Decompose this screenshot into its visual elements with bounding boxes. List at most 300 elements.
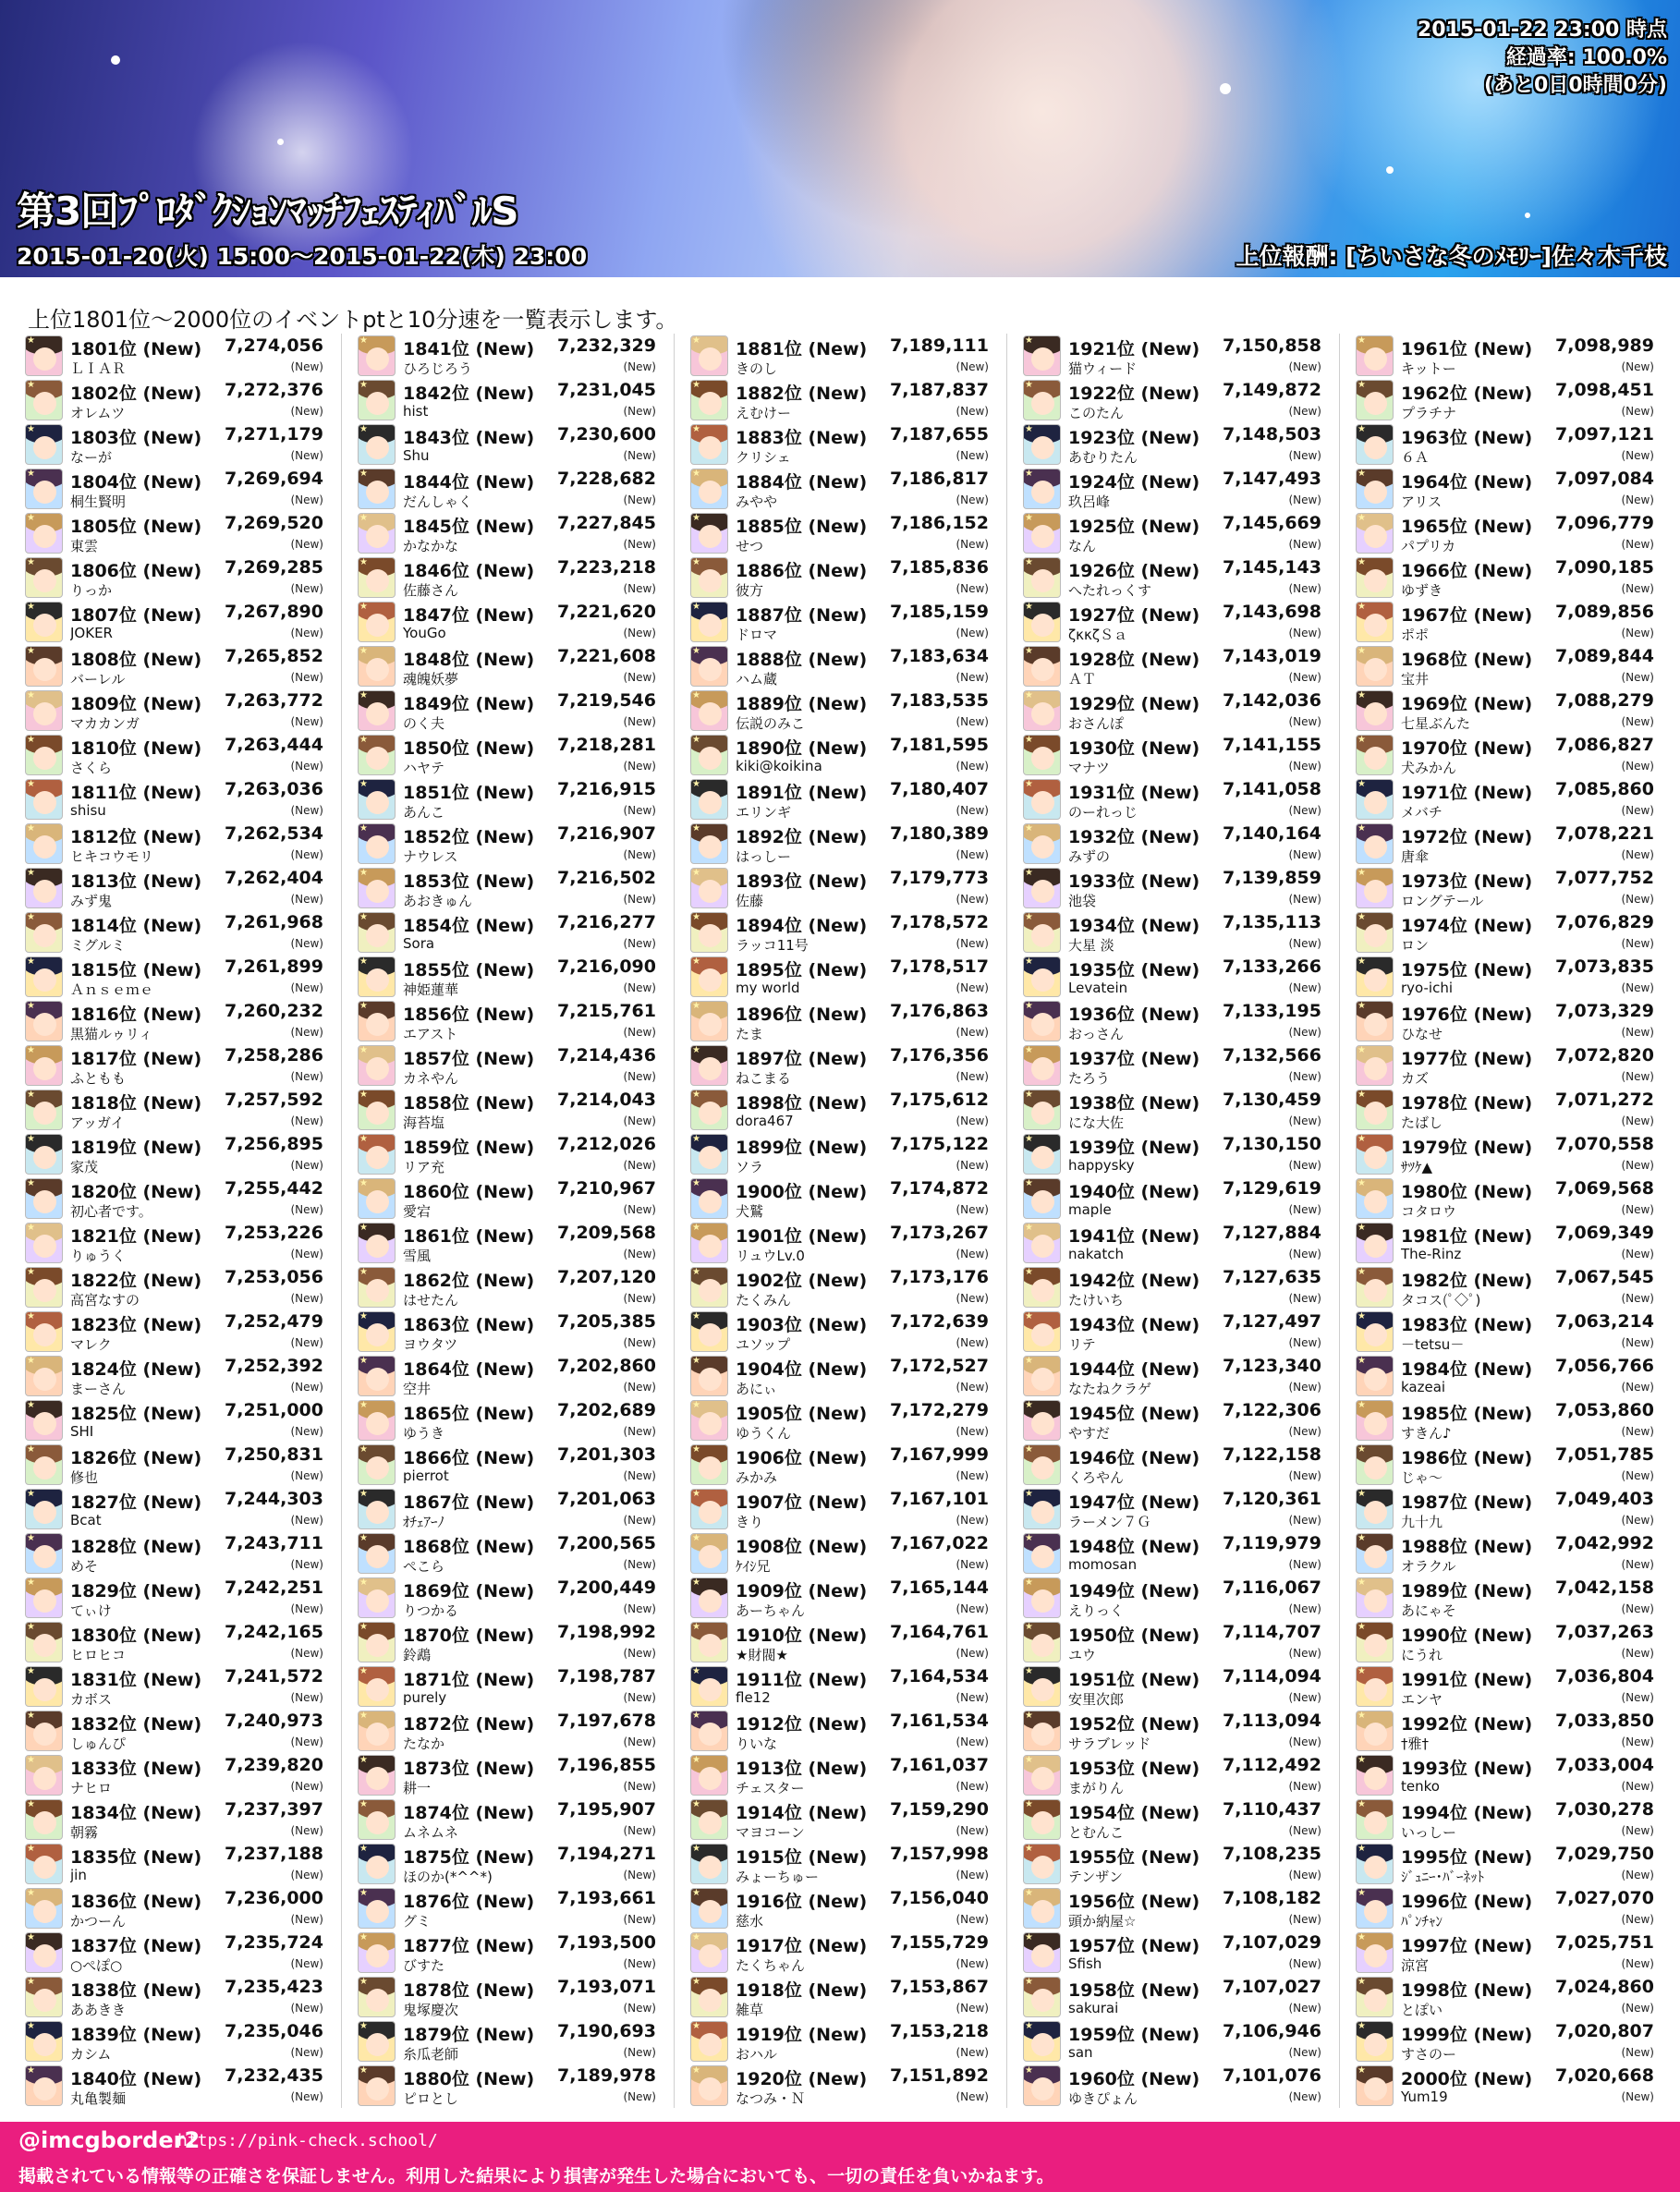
ranking-entry xyxy=(1020,955,1325,999)
idol-avatar-icon: ★ xyxy=(25,646,63,687)
event-points: 7,196,855 xyxy=(557,1755,656,1775)
producer-name: 伝説のみこ xyxy=(736,715,806,732)
idol-avatar-icon: ★ xyxy=(1356,1223,1394,1263)
ranking-entry xyxy=(355,733,660,777)
event-points: 7,147,493 xyxy=(1223,469,1321,489)
producer-name: いっしー xyxy=(1401,1824,1457,1841)
producer-name: YouGo xyxy=(403,625,446,641)
event-points: 7,153,218 xyxy=(890,2021,989,2041)
producer-name: ヨウタツ xyxy=(403,1336,458,1353)
rank-label: 1914位 (New) xyxy=(736,1803,868,1823)
producer-name: 猫ウィード xyxy=(1068,360,1138,377)
ranking-entry xyxy=(355,334,660,378)
producer-name: 犬鷲 xyxy=(736,1203,764,1220)
event-points: 7,251,000 xyxy=(225,1400,323,1420)
event-points: 7,187,837 xyxy=(890,380,989,400)
event-points: 7,243,711 xyxy=(225,1533,323,1553)
rank-label: 1995位 (New) xyxy=(1401,1847,1533,1868)
rank-label: 1951位 (New) xyxy=(1068,1670,1200,1690)
producer-name: なん xyxy=(1068,538,1097,554)
idol-avatar-icon: ★ xyxy=(358,1090,396,1130)
ranking-entry xyxy=(1020,1576,1325,1620)
ranking-entry xyxy=(355,555,660,600)
ranking-entry xyxy=(22,555,327,600)
rank-label: 1946位 (New) xyxy=(1068,1448,1200,1468)
rank-label: 1903位 (New) xyxy=(736,1315,868,1335)
ranking-entry xyxy=(22,2019,327,2064)
producer-name: san xyxy=(1068,2044,1093,2061)
producer-name: なーが xyxy=(70,449,113,466)
twitter-handle-link[interactable]: @imcgborder2 xyxy=(18,2127,201,2153)
idol-avatar-icon: ★ xyxy=(25,1666,63,1707)
rank-label: 1840位 (New) xyxy=(70,2069,202,2089)
ranking-entry xyxy=(688,866,992,910)
rank-label: 1820位 (New) xyxy=(70,1182,202,1202)
idol-avatar-icon: ★ xyxy=(1356,1799,1394,1840)
speed-label: (New) xyxy=(1288,1957,1321,1970)
idol-avatar-icon: ★ xyxy=(1023,380,1061,420)
timestamp-info xyxy=(1418,17,1667,100)
rank-label: 1819位 (New) xyxy=(70,1138,202,1158)
speed-label: (New) xyxy=(1621,1381,1654,1394)
event-points: 7,086,827 xyxy=(1555,735,1654,755)
ranking-entry xyxy=(1353,2019,1658,2064)
producer-name: ｼﾞｭﾆｰ･ﾊﾞｰﾈｯﾄ xyxy=(1401,1869,1485,1885)
idol-avatar-icon: ★ xyxy=(690,380,728,420)
idol-avatar-icon: ★ xyxy=(1356,823,1394,864)
rank-label: 1805位 (New) xyxy=(70,517,202,537)
ranking-entry xyxy=(22,644,327,688)
idol-avatar-icon: ★ xyxy=(1356,1932,1394,1973)
idol-avatar-icon: ★ xyxy=(25,1799,63,1840)
idol-avatar-icon: ★ xyxy=(1023,1711,1061,1751)
ranking-entry xyxy=(688,777,992,822)
rank-label: 1992位 (New) xyxy=(1401,1714,1533,1735)
event-points: 7,261,899 xyxy=(225,956,323,977)
speed-label: (New) xyxy=(623,848,656,861)
producer-name: たばし xyxy=(1401,1114,1443,1131)
ranking-entry xyxy=(1020,511,1325,555)
ranking-entry xyxy=(355,1354,660,1398)
idol-avatar-icon: ★ xyxy=(1023,912,1061,953)
idol-avatar-icon: ★ xyxy=(1023,1045,1061,1086)
event-points: 7,101,076 xyxy=(1223,2065,1321,2086)
producer-name: 鬼塚慶次 xyxy=(403,2002,459,2018)
producer-name: Bcat xyxy=(70,1512,102,1528)
idol-avatar-icon: ★ xyxy=(690,557,728,598)
producer-name: 佐藤さん xyxy=(403,582,459,599)
event-points: 7,267,890 xyxy=(225,602,323,622)
idol-avatar-icon: ★ xyxy=(1356,2021,1394,2062)
speed-label: (New) xyxy=(1621,1159,1654,1172)
idol-avatar-icon: ★ xyxy=(1023,1489,1061,1529)
speed-label: (New) xyxy=(623,1070,656,1083)
speed-label: (New) xyxy=(956,1026,989,1039)
producer-name: メバチ xyxy=(1401,804,1443,821)
ranking-entry xyxy=(688,644,992,688)
ranking-entry xyxy=(688,1709,992,1753)
event-points: 7,133,195 xyxy=(1223,1001,1321,1021)
idol-avatar-icon: ★ xyxy=(25,956,63,997)
ranking-entry xyxy=(1020,1221,1325,1265)
idol-avatar-icon: ★ xyxy=(358,1311,396,1352)
ranking-entry xyxy=(22,422,327,467)
rank-label: 1980位 (New) xyxy=(1401,1182,1533,1202)
rank-label: 1809位 (New) xyxy=(70,694,202,714)
producer-name: maple xyxy=(1068,1201,1112,1218)
speed-label: (New) xyxy=(623,760,656,773)
rank-label: 1879位 (New) xyxy=(403,2025,535,2045)
event-points: 7,255,442 xyxy=(225,1178,323,1199)
column-divider xyxy=(1006,334,1007,2108)
speed-label: (New) xyxy=(290,449,323,462)
event-points: 7,176,863 xyxy=(890,1001,989,1021)
rank-label: 1976位 (New) xyxy=(1401,1005,1533,1025)
idol-avatar-icon: ★ xyxy=(25,1844,63,1884)
speed-label: (New) xyxy=(623,1514,656,1527)
ranking-entry xyxy=(22,378,327,422)
producer-name: ユウ xyxy=(1068,1647,1097,1663)
idol-avatar-icon: ★ xyxy=(690,1977,728,2017)
idol-avatar-icon: ★ xyxy=(25,779,63,820)
speed-label: (New) xyxy=(1288,1026,1321,1039)
idol-avatar-icon: ★ xyxy=(25,1444,63,1485)
producer-name: 神姫蓮華 xyxy=(403,981,459,998)
producer-name: りいな xyxy=(736,1735,778,1752)
event-points: 7,174,872 xyxy=(890,1178,989,1199)
speed-label: (New) xyxy=(1288,405,1321,418)
ranking-entry xyxy=(1353,999,1658,1043)
ranking-entry xyxy=(355,777,660,822)
column-divider xyxy=(674,334,675,2108)
producer-name: えむけー xyxy=(736,405,792,421)
event-points: 7,216,502 xyxy=(557,868,656,888)
idol-avatar-icon: ★ xyxy=(25,735,63,775)
rank-label: 1891位 (New) xyxy=(736,783,868,803)
ranking-entry xyxy=(1353,555,1658,600)
ranking-entry xyxy=(22,2064,327,2108)
event-points: 7,122,158 xyxy=(1223,1444,1321,1465)
speed-label: (New) xyxy=(1621,1114,1654,1127)
ranking-entry xyxy=(22,1309,327,1354)
event-points: 7,216,090 xyxy=(557,956,656,977)
speed-label: (New) xyxy=(956,1913,989,1926)
rank-label: 1935位 (New) xyxy=(1068,960,1200,980)
ranking-entry xyxy=(355,866,660,910)
rank-label: 1984位 (New) xyxy=(1401,1359,1533,1380)
idol-avatar-icon: ★ xyxy=(358,2065,396,2106)
event-points: 7,205,385 xyxy=(557,1311,656,1332)
producer-name: dora467 xyxy=(736,1113,794,1129)
idol-avatar-icon: ★ xyxy=(358,1045,396,1086)
event-points: 7,167,022 xyxy=(890,1533,989,1553)
event-points: 7,219,546 xyxy=(557,690,656,711)
producer-name: りつかる xyxy=(403,1602,459,1619)
event-points: 7,140,164 xyxy=(1223,823,1321,844)
event-points: 7,201,303 xyxy=(557,1444,656,1465)
speed-label: (New) xyxy=(1621,360,1654,373)
speed-label: (New) xyxy=(1621,981,1654,994)
rank-label: 1847位 (New) xyxy=(403,605,535,626)
rank-label: 1924位 (New) xyxy=(1068,472,1200,493)
event-points: 7,197,678 xyxy=(557,1711,656,1731)
speed-label: (New) xyxy=(290,760,323,773)
event-points: 7,172,527 xyxy=(890,1356,989,1376)
speed-label: (New) xyxy=(290,1735,323,1748)
idol-avatar-icon: ★ xyxy=(1023,1267,1061,1308)
rank-label: 1852位 (New) xyxy=(403,827,535,847)
producer-name: しゅんぴ xyxy=(70,1735,127,1752)
speed-label: (New) xyxy=(1288,1691,1321,1704)
idol-avatar-icon: ★ xyxy=(690,1888,728,1929)
producer-name: ピロとし xyxy=(403,2090,459,2107)
ranking-entry xyxy=(355,688,660,733)
ranking-entry xyxy=(1020,1975,1325,2019)
producer-name: 糸瓜老師 xyxy=(403,2046,459,2063)
idol-avatar-icon: ★ xyxy=(358,1267,396,1308)
rank-label: 1878位 (New) xyxy=(403,1980,535,2001)
rank-label: 1865位 (New) xyxy=(403,1404,535,1424)
rank-label: 1982位 (New) xyxy=(1401,1271,1533,1291)
rank-label: 1825位 (New) xyxy=(70,1404,202,1424)
event-points: 7,210,967 xyxy=(557,1178,656,1199)
rank-label: 1986位 (New) xyxy=(1401,1448,1533,1468)
speed-label: (New) xyxy=(623,1735,656,1748)
idol-avatar-icon: ★ xyxy=(690,1400,728,1441)
idol-avatar-icon: ★ xyxy=(1023,1799,1061,1840)
rank-label: 1948位 (New) xyxy=(1068,1537,1200,1557)
ranking-entry xyxy=(22,1664,327,1709)
speed-label: (New) xyxy=(290,1602,323,1615)
idol-avatar-icon: ★ xyxy=(1023,1932,1061,1973)
ranking-entry xyxy=(1020,555,1325,600)
speed-label: (New) xyxy=(1288,582,1321,595)
rank-label: 1813位 (New) xyxy=(70,871,202,892)
ranking-entry xyxy=(688,422,992,467)
ranking-entry xyxy=(355,1132,660,1176)
speed-label: (New) xyxy=(956,538,989,551)
producer-name: きのし xyxy=(736,360,778,377)
rank-label: 1966位 (New) xyxy=(1401,561,1533,581)
ranking-entry xyxy=(355,2064,660,2108)
producer-name: てぃけ xyxy=(70,1602,112,1619)
event-points: 7,159,290 xyxy=(890,1799,989,1820)
idol-avatar-icon: ★ xyxy=(690,690,728,731)
speed-label: (New) xyxy=(623,1558,656,1571)
producer-name: ユソップ xyxy=(736,1336,791,1353)
event-points: 7,172,279 xyxy=(890,1400,989,1420)
producer-name: りっか xyxy=(70,582,113,599)
speed-label: (New) xyxy=(1288,671,1321,684)
ranking-entry xyxy=(22,1132,327,1176)
producer-name: 黒猫ルゥリィ xyxy=(70,1026,153,1042)
idol-avatar-icon: ★ xyxy=(1023,646,1061,687)
producer-name: ドロマ xyxy=(736,627,778,643)
speed-label: (New) xyxy=(623,1469,656,1482)
speed-label: (New) xyxy=(956,2090,989,2103)
ranking-entry xyxy=(688,1842,992,1886)
event-points: 7,127,635 xyxy=(1223,1267,1321,1287)
idol-avatar-icon: ★ xyxy=(690,1001,728,1041)
rank-label: 1873位 (New) xyxy=(403,1759,535,1779)
ranking-entry xyxy=(1353,1753,1658,1797)
ranking-entry xyxy=(688,600,992,644)
idol-avatar-icon: ★ xyxy=(358,823,396,864)
rank-label: 1828位 (New) xyxy=(70,1537,202,1557)
idol-avatar-icon: ★ xyxy=(25,1134,63,1175)
event-points: 7,027,070 xyxy=(1555,1888,1654,1908)
speed-label: (New) xyxy=(623,1292,656,1305)
idol-avatar-icon: ★ xyxy=(25,424,63,465)
event-points: 7,215,761 xyxy=(557,1001,656,1021)
speed-label: (New) xyxy=(290,1159,323,1172)
producer-name: へたれっくす xyxy=(1068,582,1152,599)
event-points: 7,195,907 xyxy=(557,1799,656,1820)
ranking-entry xyxy=(355,1576,660,1620)
rank-label: 1977位 (New) xyxy=(1401,1049,1533,1069)
idol-avatar-icon: ★ xyxy=(1356,557,1394,598)
idol-avatar-icon: ★ xyxy=(1356,1400,1394,1441)
rank-label: 1981位 (New) xyxy=(1401,1226,1533,1247)
ranking-entry xyxy=(1353,1309,1658,1354)
producer-name: ポポ xyxy=(1401,627,1430,643)
producer-name: おハル xyxy=(736,2046,778,2063)
producer-name: めそ xyxy=(70,1558,99,1575)
event-points: 7,030,278 xyxy=(1555,1799,1654,1820)
rank-label: 1979位 (New) xyxy=(1401,1138,1533,1158)
speed-label: (New) xyxy=(623,493,656,506)
ranking-entry xyxy=(1020,378,1325,422)
rank-label: 1808位 (New) xyxy=(70,650,202,670)
producer-name: マヨコーン xyxy=(736,1824,805,1841)
ranking-entry xyxy=(688,1088,992,1132)
speed-label: (New) xyxy=(1288,2090,1321,2103)
speed-label: (New) xyxy=(1288,893,1321,906)
event-points: 7,241,572 xyxy=(225,1666,323,1687)
ranking-entry xyxy=(688,378,992,422)
event-points: 7,253,226 xyxy=(225,1223,323,1243)
producer-name: カズ xyxy=(1401,1070,1430,1087)
idol-avatar-icon: ★ xyxy=(358,912,396,953)
ranking-entry xyxy=(22,467,327,511)
idol-avatar-icon: ★ xyxy=(690,602,728,642)
rank-label: 1918位 (New) xyxy=(736,1980,868,2001)
producer-name: 初心者です。 xyxy=(70,1203,152,1220)
producer-name: コタロウ xyxy=(1401,1203,1457,1220)
rank-label: 1854位 (New) xyxy=(403,916,535,936)
event-points: 7,133,266 xyxy=(1223,956,1321,977)
rank-label: 1936位 (New) xyxy=(1068,1005,1200,1025)
ranking-entry xyxy=(22,1043,327,1088)
event-points: 7,042,158 xyxy=(1555,1577,1654,1598)
ranking-entry xyxy=(355,1620,660,1664)
event-points: 7,263,772 xyxy=(225,690,323,711)
producer-name: りゅうく xyxy=(70,1248,127,1264)
speed-label: (New) xyxy=(1621,1203,1654,1216)
event-points: 7,218,281 xyxy=(557,735,656,755)
speed-label: (New) xyxy=(623,2002,656,2015)
rank-label: 1926位 (New) xyxy=(1068,561,1200,581)
speed-label: (New) xyxy=(1288,1514,1321,1527)
speed-label: (New) xyxy=(1621,893,1654,906)
producer-name: すきん♪ xyxy=(1401,1425,1452,1442)
speed-label: (New) xyxy=(623,582,656,595)
speed-label: (New) xyxy=(956,1558,989,1571)
idol-avatar-icon: ★ xyxy=(1023,2021,1061,2062)
event-points: 7,209,568 xyxy=(557,1223,656,1243)
site-url-link[interactable]: https://pink-check.school/ xyxy=(177,2131,438,2150)
ranking-entry xyxy=(355,511,660,555)
idol-avatar-icon: ★ xyxy=(25,1090,63,1130)
idol-avatar-icon: ★ xyxy=(25,1267,63,1308)
idol-avatar-icon: ★ xyxy=(358,513,396,554)
ranking-entry xyxy=(355,378,660,422)
event-points: 7,227,845 xyxy=(557,513,656,533)
idol-avatar-icon: ★ xyxy=(1356,646,1394,687)
rank-label: 1848位 (New) xyxy=(403,650,535,670)
event-points: 7,112,492 xyxy=(1223,1755,1321,1775)
idol-avatar-icon: ★ xyxy=(1356,424,1394,465)
rank-label: 1933位 (New) xyxy=(1068,871,1200,892)
idol-avatar-icon: ★ xyxy=(1023,690,1061,731)
producer-name: 七星ぶんた xyxy=(1401,715,1471,732)
event-points: 7,221,608 xyxy=(557,646,656,666)
event-points: 7,153,867 xyxy=(890,1977,989,1997)
speed-label: (New) xyxy=(290,1514,323,1527)
producer-name: ｹｲｼ兄 xyxy=(736,1558,771,1575)
idol-avatar-icon: ★ xyxy=(690,1622,728,1662)
speed-label: (New) xyxy=(1288,848,1321,861)
rank-label: 1803位 (New) xyxy=(70,428,202,448)
ranking-entry xyxy=(22,999,327,1043)
speed-label: (New) xyxy=(290,1203,323,1216)
speed-label: (New) xyxy=(956,760,989,773)
speed-label: (New) xyxy=(1288,1425,1321,1438)
producer-name: みず鬼 xyxy=(70,893,113,909)
idol-avatar-icon: ★ xyxy=(690,1533,728,1574)
rank-label: 1862位 (New) xyxy=(403,1271,535,1291)
event-points: 7,271,179 xyxy=(225,424,323,444)
producer-name: The-Rinz xyxy=(1401,1246,1462,1262)
speed-label: (New) xyxy=(1621,493,1654,506)
ranking-entry xyxy=(1020,1709,1325,1753)
idol-avatar-icon: ★ xyxy=(1356,602,1394,642)
speed-label: (New) xyxy=(1288,1248,1321,1260)
rank-label: 1953位 (New) xyxy=(1068,1759,1200,1779)
event-points: 7,110,437 xyxy=(1223,1799,1321,1820)
speed-label: (New) xyxy=(1621,405,1654,418)
rank-label: 1904位 (New) xyxy=(736,1359,868,1380)
event-points: 7,231,045 xyxy=(557,380,656,400)
rank-label: 1869位 (New) xyxy=(403,1581,535,1601)
producer-name: ひろじろう xyxy=(403,360,473,377)
idol-avatar-icon: ★ xyxy=(25,335,63,376)
rank-label: 1971位 (New) xyxy=(1401,783,1533,803)
rank-label: 1997位 (New) xyxy=(1401,1936,1533,1956)
idol-avatar-icon: ★ xyxy=(690,1711,728,1751)
event-points: 7,036,804 xyxy=(1555,1666,1654,1687)
ranking-entry xyxy=(1020,1664,1325,1709)
rank-label: 1835位 (New) xyxy=(70,1847,202,1868)
rank-label: 1802位 (New) xyxy=(70,384,202,404)
idol-avatar-icon: ★ xyxy=(1023,779,1061,820)
rank-label: 1949位 (New) xyxy=(1068,1581,1200,1601)
speed-label: (New) xyxy=(1621,1957,1654,1970)
speed-label: (New) xyxy=(290,627,323,639)
rank-label: 1882位 (New) xyxy=(736,384,868,404)
speed-label: (New) xyxy=(623,1780,656,1793)
producer-name: Levatein xyxy=(1068,980,1128,996)
